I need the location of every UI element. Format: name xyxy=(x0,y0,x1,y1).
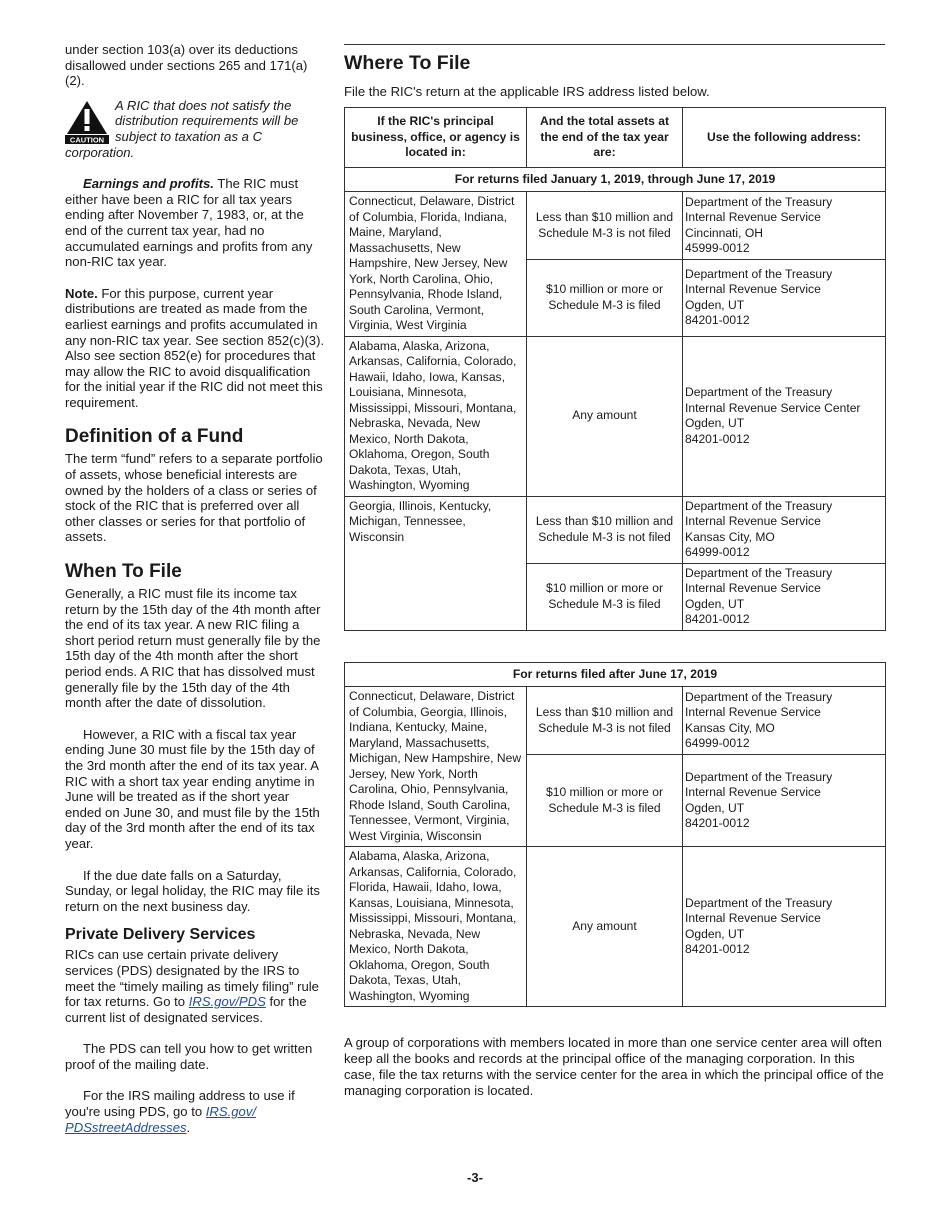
address-cell xyxy=(683,563,886,630)
heading-where-to-file: Where To File xyxy=(344,52,471,74)
addr-line: Department of the Treasury xyxy=(685,498,833,513)
location-cell: Georgia, Illinois, Kentucky, Michigan, Tennessee, Wisconsin xyxy=(345,496,527,630)
addr-line: Department of the Treasury xyxy=(685,689,833,704)
amount-cell: $10 million or more or Schedule M-3 is filed xyxy=(527,563,683,630)
pds-text-3a: For the IRS mailing address to use if you're using PDS, go to xyxy=(65,1088,295,1120)
earnings-profits-paragraph xyxy=(65,176,327,270)
earnings-profits-text: The RIC must either have been a RIC for all tax years ending after November 7, 1983, or, at the end of the current tax year, had no accumulated earnings and profits from any non-RIC tax year. xyxy=(65,176,313,270)
header-location: If the RIC's principal business, office, or agency is located in: xyxy=(345,108,527,168)
top-rule xyxy=(344,44,885,45)
header-address: Use the following address: xyxy=(683,108,886,168)
addr-line: 84201-0012 xyxy=(685,313,750,328)
address-cell xyxy=(683,687,886,755)
addr-line: Department of the Treasury xyxy=(685,565,833,580)
location-cell: Connecticut, Delaware, District of Columbia, Georgia, Illinois, Indiana, Kentucky, Maine, Maryland, Massachusetts, Michigan, New Hampshire, New Jersey, New York, North Carolina, Ohio, Pennsylvania, Rhode Island, South Carolina, Tennessee, Vermont, Virginia, West Virginia, Wisconsin xyxy=(345,687,527,847)
note-lead: Note. xyxy=(65,285,98,301)
addr-line: Internal Revenue Service xyxy=(685,785,821,799)
paragraph-continuation: under section 103(a) over its deductions disallowed under sections 265 and 171(a)(2). xyxy=(65,42,308,89)
heading-when-to-file: When To File xyxy=(65,561,182,583)
heading-private-delivery-services: Private Delivery Services xyxy=(65,926,256,944)
note-text: For this purpose, current year distributions are treated as made from the earliest earnings and profits accumulated in any non-RIC tax year. See section 852(c)(3). Also see section 852(e) for procedures that may allow the RIC to avoid disqualification for the initial year if the RIC did not meet this requirement. xyxy=(65,285,325,410)
right-column xyxy=(344,44,885,1099)
header-assets: And the total assets at the end of the tax year are: xyxy=(527,108,683,168)
address-cell xyxy=(683,755,886,847)
addr-line: Ogden, UT xyxy=(685,297,745,312)
when-paragraph-3: If the due date falls on a Saturday, Sunday, or legal holiday, the RIC may file its return on the next business day. xyxy=(65,867,320,914)
addr-line: Internal Revenue Service xyxy=(685,911,821,925)
table-header-row xyxy=(345,108,886,168)
addr-line: 84201-0012 xyxy=(685,816,750,830)
location-cell: Alabama, Alaska, Arizona, Arkansas, California, Colorado, Hawaii, Idaho, Iowa, Kansas, Louisiana, Minnesota, Mississippi, Missouri, Montana, Nebraska, Nevada, New Mexico, North Dakota, Oklahoma, Oregon, South Dakota, Texas, Utah, Washington, Wyoming xyxy=(345,336,527,496)
address-cell xyxy=(683,336,886,496)
addr-line: Department of the Treasury xyxy=(685,385,833,399)
addr-line: Kansas City, MO xyxy=(685,720,775,735)
link-part-1: IRS.gov/ xyxy=(205,1104,257,1120)
band-row: For returns filed January 1, 2019, through June 17, 2019 xyxy=(345,167,886,192)
irs-pds-link[interactable]: IRS.gov/PDS xyxy=(188,994,266,1010)
address-cell xyxy=(683,496,886,563)
amount-cell: Any amount xyxy=(527,336,683,496)
left-column xyxy=(65,42,327,1135)
addr-line: 45999-0012 xyxy=(685,241,750,255)
fund-paragraph: The term “fund” refers to a separate portfolio of assets, whose beneficial interests are owned by the holders of a class or series of stock of the RIC that is preferred over all other classes or series for that portfolio of assets. xyxy=(65,451,323,545)
addr-line: Internal Revenue Service xyxy=(685,514,821,528)
group-corporations-paragraph: A group of corporations with members located in more than one service center area will often keep all the books and records at the principal office of the managing corporation. In this case, file the tax returns with the service center for the area in which the principal office of the managing corporation is located. xyxy=(344,1035,884,1098)
table-row xyxy=(345,496,886,563)
caution-tail: corporation. xyxy=(65,144,135,160)
addr-line: Ogden, UT xyxy=(685,596,745,611)
addr-line: Internal Revenue Service xyxy=(685,210,821,224)
when-paragraph-1: Generally, a RIC must file its income tax return by the 15th day of the 4th month after the end of its tax year. A new RIC filing a short period return must generally file by the 15th day of the 4th month after the short period ends. A RIC that has dissolved must generally file by the 15th day of the 4th month after the date of dissolution. xyxy=(65,586,321,711)
pds-text-1a: RICs can use certain private delivery services (PDS) designated by the IRS to meet the “timely mailing as timely filing” rule for tax returns. Go to xyxy=(65,947,319,1010)
amount-cell: $10 million or more or Schedule M-3 is filed xyxy=(527,260,683,337)
pds-paragraph-2: The PDS can tell you how to get written proof of the mailing date. xyxy=(65,1041,313,1072)
amount-cell: Less than $10 million and Schedule M-3 is not filed xyxy=(527,192,683,260)
where-intro: File the RIC's return at the applicable IRS address listed below. xyxy=(344,84,710,99)
addr-line: Department of the Treasury xyxy=(685,194,833,209)
location-cell: Alabama, Alaska, Arizona, Arkansas, California, Colorado, Florida, Hawaii, Idaho, Iowa, Kansas, Louisiana, Minnesota, Mississippi, Missouri, Montana, Nebraska, Nevada, New Mexico, North Dakota, Oklahoma, Oregon, South Dakota, Texas, Utah, Washington, Wyoming xyxy=(345,847,527,1007)
addr-line: 64999-0012 xyxy=(685,545,750,559)
addr-line: Internal Revenue Service Center xyxy=(685,400,861,415)
page-number: -3- xyxy=(467,1170,483,1185)
caution-text: A RIC that does not satisfy the distribution requirements will be subject to taxation as a C xyxy=(115,97,299,144)
caution-note xyxy=(65,98,327,145)
caution-icon xyxy=(65,100,109,144)
earnings-profits-lead: Earnings and profits. xyxy=(83,176,214,192)
amount-cell: Any amount xyxy=(527,847,683,1007)
address-cell xyxy=(683,847,886,1007)
address-table-after-june-17 xyxy=(344,662,886,1008)
addr-line: Internal Revenue Service xyxy=(685,282,821,297)
amount-cell: Less than $10 million and Schedule M-3 is not filed xyxy=(527,687,683,755)
addr-line: Internal Revenue Service xyxy=(685,581,821,595)
addr-line: 84201-0012 xyxy=(685,612,750,626)
location-cell: Connecticut, Delaware, District of Columbia, Florida, Indiana, Maine, Maryland, Massachusetts, New Hampshire, New Jersey, New York, North Carolina, Ohio, Pennsylvania, Rhode Island, South Carolina, Vermont, Virginia, West Virginia xyxy=(345,192,527,337)
pds-paragraph-1 xyxy=(65,947,327,1025)
table-row xyxy=(345,192,886,260)
link-part-2: PDSstreetAddresses xyxy=(65,1119,187,1135)
band-row: For returns filed after June 17, 2019 xyxy=(345,662,886,687)
table-row xyxy=(345,336,886,496)
address-cell xyxy=(683,192,886,260)
when-paragraph-2: However, a RIC with a fiscal tax year ending June 30 must file by the 15th day of the 3rd month after the end of its tax year. A RIC with a short tax year ending anytime in June will be treated as if the short year ended on June 30, and must file by the 15th day of the 3rd month after the end of its tax year. xyxy=(65,726,320,851)
pds-paragraph-3 xyxy=(65,1088,327,1135)
addr-line: Department of the Treasury xyxy=(685,769,833,784)
addr-line: Department of the Treasury xyxy=(685,895,833,910)
heading-definition-of-fund: Definition of a Fund xyxy=(65,426,244,448)
addr-line: Kansas City, MO xyxy=(685,529,775,544)
address-cell xyxy=(683,260,886,337)
addr-line: Internal Revenue Service xyxy=(685,705,821,719)
pds-text-1b: for the current list of designated services. xyxy=(65,994,307,1025)
address-table-before-june-17 xyxy=(344,107,886,631)
amount-cell: $10 million or more or Schedule M-3 is filed xyxy=(527,755,683,847)
table-row xyxy=(345,847,886,1007)
addr-line: Ogden, UT xyxy=(685,416,745,430)
caution-label: CAUTION xyxy=(69,135,105,144)
table-row xyxy=(345,687,886,755)
addr-line: Cincinnati, OH xyxy=(685,225,763,240)
addr-line: Ogden, UT xyxy=(685,800,745,815)
addr-line: 84201-0012 xyxy=(685,942,750,956)
pds-text-3b: . xyxy=(186,1119,191,1135)
addr-line: 64999-0012 xyxy=(685,736,750,750)
addr-line: 84201-0012 xyxy=(685,431,750,446)
note-paragraph xyxy=(65,286,327,411)
addr-line: Ogden, UT xyxy=(685,926,745,941)
addr-line: Department of the Treasury xyxy=(685,266,833,281)
amount-cell: Less than $10 million and Schedule M-3 is not filed xyxy=(527,496,683,563)
